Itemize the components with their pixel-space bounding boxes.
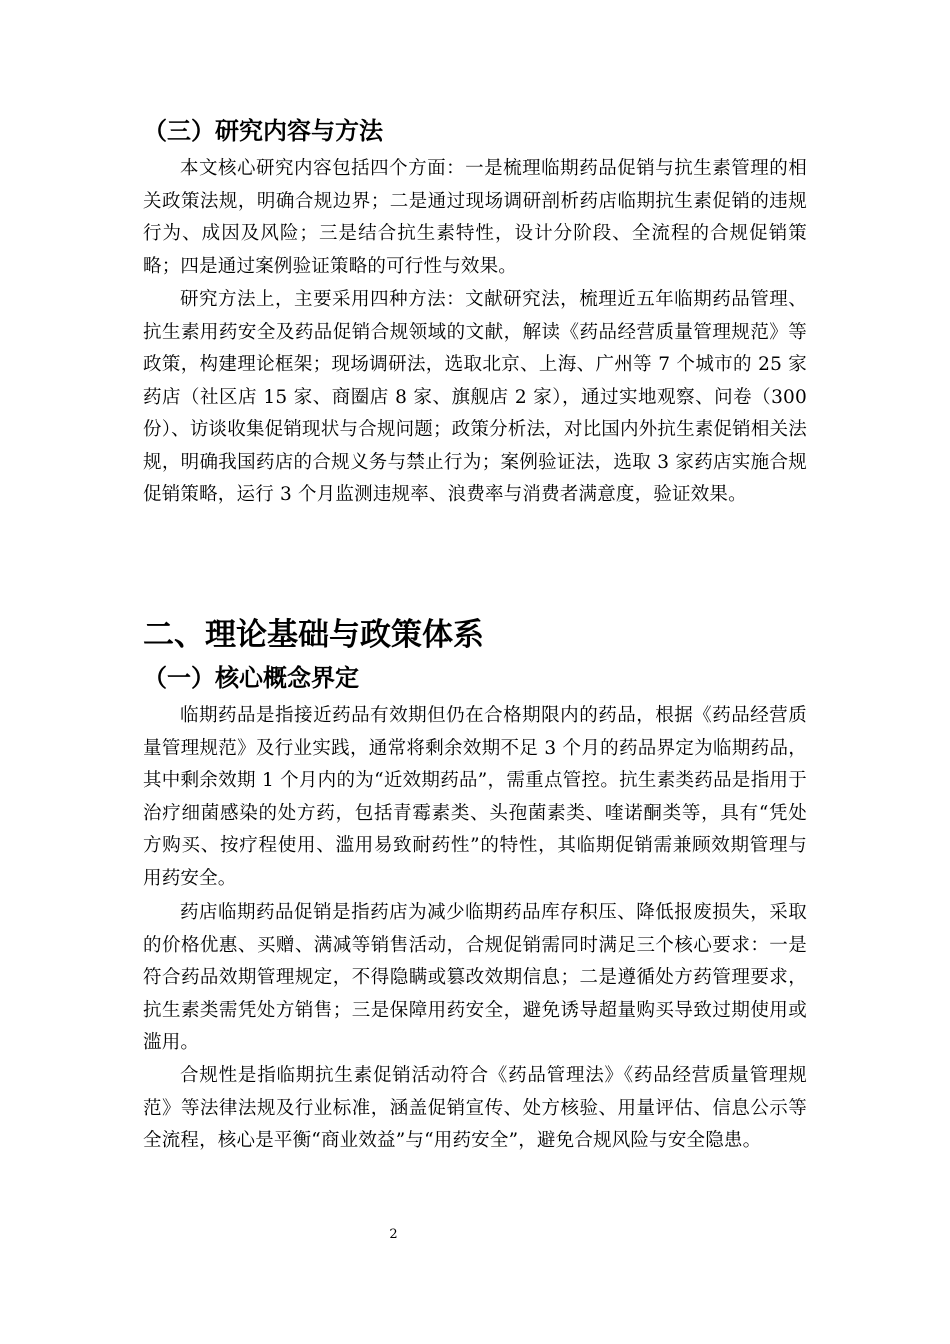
paragraph-research-methods: 研究方法上，主要采用四种方法：文献研究法，梳理近五年临期药品管理、抗生素用药安全及药品促销合规领域的文献，解读《药品经营质量管理规范》等政策，构建理论框架；现场调研法，选取北京、上海、广州等 7 个城市的 25 家药店（社区店 15 家、商圈店 8 家、旗舰店 2 家），通过实地观察、问卷（300 份）、访谈收集促销现状与合规问题；政策分析法，对比国内外抗生素促销相关法规，明确我国药店的合规义务与禁止行为；案例验证法，选取 3 家药店实施合规促销策略，运行 3 个月监测违规率、浪费率与消费者满意度，验证效果。 — [143, 289, 807, 505]
paragraph-promotion-definition: 药店临期药品促销是指药店为减少临期药品库存积压、降低报废损失，采取的价格优惠、买赠、满减等销售活动，合规促销需同时满足三个核心要求：一是符合药品效期管理规定，不得隐瞒或篡改效期信息；二是遵循处方药管理要求，抗生素类需凭处方销售；三是保障用药安全，避免诱导超量购买导致过期使用或滥用。 — [143, 902, 807, 1053]
paragraph-research-content: 本文核心研究内容包括四个方面：一是梳理临期药品促销与抗生素管理的相关政策法规，明确合规边界；二是通过现场调研剖析药店临期抗生素促销的违规行为、成因及风险；三是结合抗生素特性，设计分阶段、全流程的合规促销策略；四是通过案例验证策略的可行性与效果。 — [143, 158, 807, 277]
section-heading-research-content: （三）研究内容与方法 — [143, 117, 383, 145]
paragraph-compliance-definition: 合规性是指临期抗生素促销活动符合《药品管理法》《药品经营质量管理规范》等法律法规及行业标准，涵盖促销宣传、处方核验、用量评估、信息公示等全流程，核心是平衡“商业效益”与“用药安全”，避免合规风险与安全隐患。 — [143, 1065, 807, 1151]
section-heading-core-concepts: （一）核心概念界定 — [143, 664, 359, 692]
paragraph-expiring-drugs-definition: 临期药品是指接近药品有效期但仍在合格期限内的药品，根据《药品经营质量管理规范》及行业实践，通常将剩余效期不足 3 个月的药品界定为临期药品，其中剩余效期 1 个月内的为“近效期药品”，需重点管控。抗生素类药品是指用于治疗细菌感染的处方药，包括青霉素类、头孢菌素类、喹诺酮类等，具有“凭处方购买、按疗程使用、滥用易致耐药性”的特性，其临期促销需兼顾效期管理与用药安全。 — [143, 705, 807, 889]
page-number: 2 — [389, 1227, 398, 1242]
chapter-heading-theory: 二、理论基础与政策体系 — [143, 617, 484, 653]
